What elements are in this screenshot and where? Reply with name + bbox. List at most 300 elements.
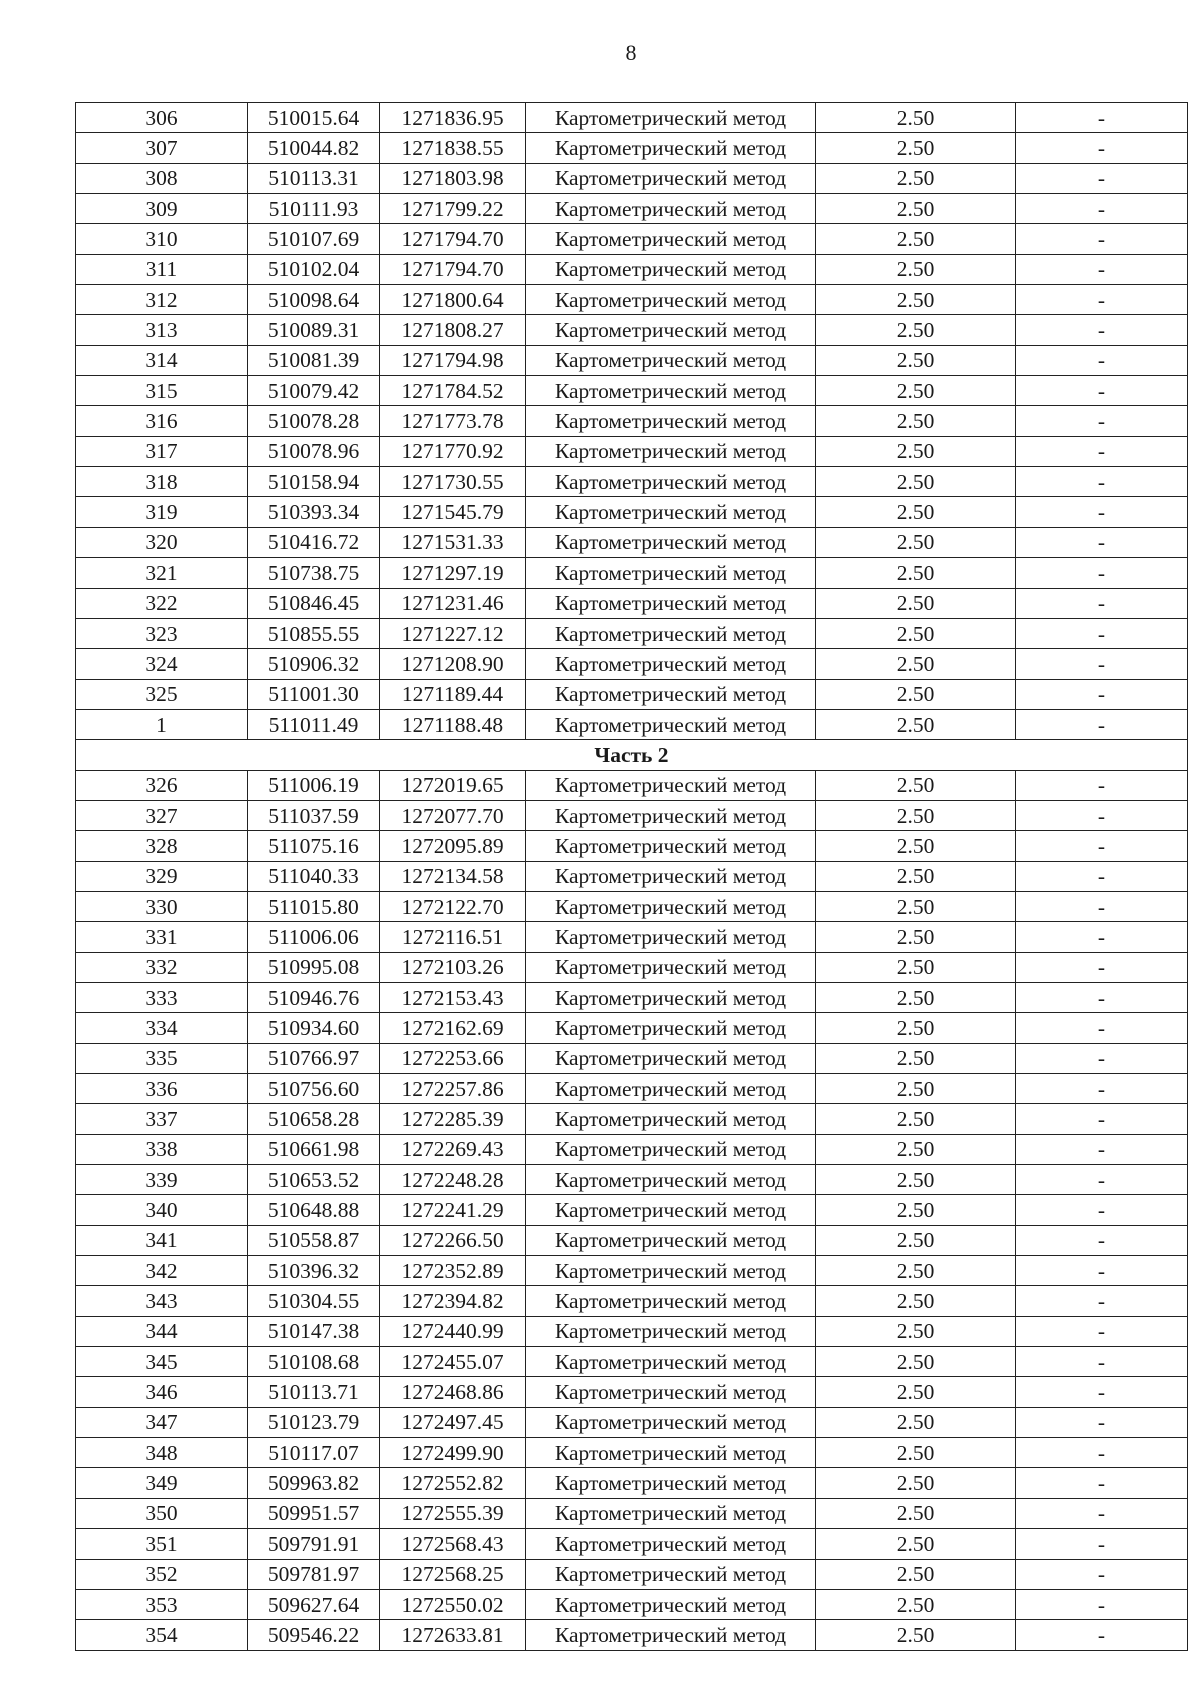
accuracy-cell: 2.50 <box>816 315 1016 345</box>
accuracy-cell: 2.50 <box>816 1195 1016 1225</box>
table-row <box>76 1620 1188 1650</box>
table-row <box>76 1438 1188 1468</box>
x-coordinate-cell: 509951.57 <box>248 1498 380 1528</box>
table-row <box>76 649 1188 679</box>
method-cell: Картометрический метод <box>526 1104 816 1134</box>
table-row <box>76 467 1188 497</box>
accuracy-cell: 2.50 <box>816 709 1016 739</box>
x-coordinate-cell: 510304.55 <box>248 1286 380 1316</box>
y-coordinate-cell: 1272248.28 <box>380 1165 526 1195</box>
x-coordinate-cell: 510906.32 <box>248 649 380 679</box>
table-row <box>76 1589 1188 1619</box>
x-coordinate-cell: 510117.07 <box>248 1438 380 1468</box>
point-number-cell: 337 <box>76 1104 248 1134</box>
x-coordinate-cell: 511037.59 <box>248 800 380 830</box>
method-cell: Картометрический метод <box>526 1225 816 1255</box>
description-cell: - <box>1016 103 1188 133</box>
description-cell: - <box>1016 922 1188 952</box>
coordinates-table-body <box>76 103 1188 1651</box>
method-cell: Картометрический метод <box>526 1407 816 1437</box>
description-cell: - <box>1016 1013 1188 1043</box>
method-cell: Картометрический метод <box>526 1438 816 1468</box>
y-coordinate-cell: 1272394.82 <box>380 1286 526 1316</box>
method-cell: Картометрический метод <box>526 1468 816 1498</box>
method-cell: Картометрический метод <box>526 527 816 557</box>
description-cell: - <box>1016 770 1188 800</box>
point-number-cell: 340 <box>76 1195 248 1225</box>
y-coordinate-cell: 1272552.82 <box>380 1468 526 1498</box>
table-row <box>76 800 1188 830</box>
table-row <box>76 436 1188 466</box>
x-coordinate-cell: 510846.45 <box>248 588 380 618</box>
y-coordinate-cell: 1271297.19 <box>380 558 526 588</box>
method-cell: Картометрический метод <box>526 1256 816 1286</box>
method-cell: Картометрический метод <box>526 1043 816 1073</box>
method-cell: Картометрический метод <box>526 224 816 254</box>
y-coordinate-cell: 1272103.26 <box>380 952 526 982</box>
method-cell: Картометрический метод <box>526 1165 816 1195</box>
y-coordinate-cell: 1272568.43 <box>380 1529 526 1559</box>
table-row <box>76 103 1188 133</box>
description-cell: - <box>1016 1438 1188 1468</box>
description-cell: - <box>1016 558 1188 588</box>
accuracy-cell: 2.50 <box>816 285 1016 315</box>
table-row <box>76 1316 1188 1346</box>
point-number-cell: 353 <box>76 1589 248 1619</box>
y-coordinate-cell: 1271794.70 <box>380 224 526 254</box>
accuracy-cell: 2.50 <box>816 558 1016 588</box>
accuracy-cell: 2.50 <box>816 922 1016 952</box>
point-number-cell: 339 <box>76 1165 248 1195</box>
accuracy-cell: 2.50 <box>816 194 1016 224</box>
description-cell: - <box>1016 163 1188 193</box>
point-number-cell: 313 <box>76 315 248 345</box>
description-cell: - <box>1016 133 1188 163</box>
y-coordinate-cell: 1272497.45 <box>380 1407 526 1437</box>
x-coordinate-cell: 510079.42 <box>248 376 380 406</box>
method-cell: Картометрический метод <box>526 982 816 1012</box>
accuracy-cell: 2.50 <box>816 254 1016 284</box>
y-coordinate-cell: 1271803.98 <box>380 163 526 193</box>
description-cell: - <box>1016 194 1188 224</box>
point-number-cell: 330 <box>76 891 248 921</box>
accuracy-cell: 2.50 <box>816 1165 1016 1195</box>
accuracy-cell: 2.50 <box>816 103 1016 133</box>
y-coordinate-cell: 1272077.70 <box>380 800 526 830</box>
y-coordinate-cell: 1271773.78 <box>380 406 526 436</box>
method-cell: Картометрический метод <box>526 163 816 193</box>
y-coordinate-cell: 1272269.43 <box>380 1134 526 1164</box>
accuracy-cell: 2.50 <box>816 800 1016 830</box>
table-row <box>76 133 1188 163</box>
point-number-cell: 308 <box>76 163 248 193</box>
point-number-cell: 325 <box>76 679 248 709</box>
method-cell: Картометрический метод <box>526 588 816 618</box>
accuracy-cell: 2.50 <box>816 1043 1016 1073</box>
y-coordinate-cell: 1272241.29 <box>380 1195 526 1225</box>
table-row <box>76 1043 1188 1073</box>
table-row <box>76 558 1188 588</box>
description-cell: - <box>1016 649 1188 679</box>
method-cell: Картометрический метод <box>526 133 816 163</box>
point-number-cell: 351 <box>76 1529 248 1559</box>
point-number-cell: 349 <box>76 1468 248 1498</box>
point-number-cell: 332 <box>76 952 248 982</box>
y-coordinate-cell: 1271808.27 <box>380 315 526 345</box>
accuracy-cell: 2.50 <box>816 467 1016 497</box>
description-cell: - <box>1016 254 1188 284</box>
accuracy-cell: 2.50 <box>816 1438 1016 1468</box>
y-coordinate-cell: 1272285.39 <box>380 1104 526 1134</box>
y-coordinate-cell: 1271794.70 <box>380 254 526 284</box>
description-cell: - <box>1016 679 1188 709</box>
part-heading-row <box>76 740 1188 770</box>
y-coordinate-cell: 1272134.58 <box>380 861 526 891</box>
point-number-cell: 326 <box>76 770 248 800</box>
accuracy-cell: 2.50 <box>816 497 1016 527</box>
description-cell: - <box>1016 315 1188 345</box>
y-coordinate-cell: 1271794.98 <box>380 345 526 375</box>
description-cell: - <box>1016 1347 1188 1377</box>
accuracy-cell: 2.50 <box>816 1529 1016 1559</box>
method-cell: Картометрический метод <box>526 891 816 921</box>
accuracy-cell: 2.50 <box>816 163 1016 193</box>
point-number-cell: 312 <box>76 285 248 315</box>
description-cell: - <box>1016 1165 1188 1195</box>
table-row <box>76 1498 1188 1528</box>
x-coordinate-cell: 510756.60 <box>248 1074 380 1104</box>
x-coordinate-cell: 510081.39 <box>248 345 380 375</box>
method-cell: Картометрический метод <box>526 497 816 527</box>
point-number-cell: 311 <box>76 254 248 284</box>
point-number-cell: 309 <box>76 194 248 224</box>
table-row <box>76 1377 1188 1407</box>
point-number-cell: 316 <box>76 406 248 436</box>
accuracy-cell: 2.50 <box>816 527 1016 557</box>
table-row <box>76 163 1188 193</box>
table-row <box>76 1134 1188 1164</box>
table-row <box>76 709 1188 739</box>
y-coordinate-cell: 1272019.65 <box>380 770 526 800</box>
accuracy-cell: 2.50 <box>816 982 1016 1012</box>
y-coordinate-cell: 1271231.46 <box>380 588 526 618</box>
method-cell: Картометрический метод <box>526 679 816 709</box>
description-cell: - <box>1016 1620 1188 1650</box>
x-coordinate-cell: 510044.82 <box>248 133 380 163</box>
table-row <box>76 891 1188 921</box>
part-heading: Часть 2 <box>76 740 1188 770</box>
accuracy-cell: 2.50 <box>816 436 1016 466</box>
table-row <box>76 406 1188 436</box>
table-row <box>76 224 1188 254</box>
table-row <box>76 527 1188 557</box>
description-cell: - <box>1016 1468 1188 1498</box>
method-cell: Картометрический метод <box>526 1559 816 1589</box>
accuracy-cell: 2.50 <box>816 345 1016 375</box>
x-coordinate-cell: 510396.32 <box>248 1256 380 1286</box>
accuracy-cell: 2.50 <box>816 891 1016 921</box>
description-cell: - <box>1016 1407 1188 1437</box>
x-coordinate-cell: 511001.30 <box>248 679 380 709</box>
table-row <box>76 1559 1188 1589</box>
x-coordinate-cell: 510393.34 <box>248 497 380 527</box>
y-coordinate-cell: 1271227.12 <box>380 618 526 648</box>
accuracy-cell: 2.50 <box>816 376 1016 406</box>
y-coordinate-cell: 1271189.44 <box>380 679 526 709</box>
method-cell: Картометрический метод <box>526 1286 816 1316</box>
method-cell: Картометрический метод <box>526 315 816 345</box>
x-coordinate-cell: 511015.80 <box>248 891 380 921</box>
table-row <box>76 618 1188 648</box>
accuracy-cell: 2.50 <box>816 1377 1016 1407</box>
table-row <box>76 1225 1188 1255</box>
description-cell: - <box>1016 952 1188 982</box>
method-cell: Картометрический метод <box>526 1195 816 1225</box>
point-number-cell: 335 <box>76 1043 248 1073</box>
table-row <box>76 345 1188 375</box>
y-coordinate-cell: 1271531.33 <box>380 527 526 557</box>
x-coordinate-cell: 510995.08 <box>248 952 380 982</box>
point-number-cell: 343 <box>76 1286 248 1316</box>
accuracy-cell: 2.50 <box>816 1104 1016 1134</box>
description-cell: - <box>1016 497 1188 527</box>
method-cell: Картометрический метод <box>526 800 816 830</box>
description-cell: - <box>1016 1195 1188 1225</box>
y-coordinate-cell: 1271784.52 <box>380 376 526 406</box>
y-coordinate-cell: 1271188.48 <box>380 709 526 739</box>
y-coordinate-cell: 1272122.70 <box>380 891 526 921</box>
description-cell: - <box>1016 1316 1188 1346</box>
table-row <box>76 376 1188 406</box>
x-coordinate-cell: 510111.93 <box>248 194 380 224</box>
point-number-cell: 336 <box>76 1074 248 1104</box>
point-number-cell: 328 <box>76 831 248 861</box>
description-cell: - <box>1016 861 1188 891</box>
table-row <box>76 1529 1188 1559</box>
x-coordinate-cell: 510147.38 <box>248 1316 380 1346</box>
y-coordinate-cell: 1272116.51 <box>380 922 526 952</box>
point-number-cell: 348 <box>76 1438 248 1468</box>
accuracy-cell: 2.50 <box>816 1498 1016 1528</box>
point-number-cell: 315 <box>76 376 248 406</box>
method-cell: Картометрический метод <box>526 1589 816 1619</box>
table-row <box>76 1195 1188 1225</box>
x-coordinate-cell: 510946.76 <box>248 982 380 1012</box>
method-cell: Картометрический метод <box>526 254 816 284</box>
method-cell: Картометрический метод <box>526 709 816 739</box>
x-coordinate-cell: 509627.64 <box>248 1589 380 1619</box>
y-coordinate-cell: 1271730.55 <box>380 467 526 497</box>
method-cell: Картометрический метод <box>526 406 816 436</box>
description-cell: - <box>1016 1286 1188 1316</box>
description-cell: - <box>1016 436 1188 466</box>
x-coordinate-cell: 510661.98 <box>248 1134 380 1164</box>
x-coordinate-cell: 510089.31 <box>248 315 380 345</box>
y-coordinate-cell: 1272550.02 <box>380 1589 526 1619</box>
x-coordinate-cell: 509791.91 <box>248 1529 380 1559</box>
y-coordinate-cell: 1271799.22 <box>380 194 526 224</box>
x-coordinate-cell: 511075.16 <box>248 831 380 861</box>
table-row <box>76 1347 1188 1377</box>
table-row <box>76 1286 1188 1316</box>
point-number-cell: 307 <box>76 133 248 163</box>
x-coordinate-cell: 511006.19 <box>248 770 380 800</box>
accuracy-cell: 2.50 <box>816 1589 1016 1619</box>
method-cell: Картометрический метод <box>526 1620 816 1650</box>
point-number-cell: 329 <box>76 861 248 891</box>
point-number-cell: 322 <box>76 588 248 618</box>
x-coordinate-cell: 510934.60 <box>248 1013 380 1043</box>
y-coordinate-cell: 1272555.39 <box>380 1498 526 1528</box>
point-number-cell: 352 <box>76 1559 248 1589</box>
point-number-cell: 347 <box>76 1407 248 1437</box>
method-cell: Картометрический метод <box>526 345 816 375</box>
point-number-cell: 323 <box>76 618 248 648</box>
table-row <box>76 1074 1188 1104</box>
point-number-cell: 345 <box>76 1347 248 1377</box>
description-cell: - <box>1016 1559 1188 1589</box>
point-number-cell: 306 <box>76 103 248 133</box>
description-cell: - <box>1016 1104 1188 1134</box>
x-coordinate-cell: 510738.75 <box>248 558 380 588</box>
method-cell: Картометрический метод <box>526 285 816 315</box>
accuracy-cell: 2.50 <box>816 679 1016 709</box>
method-cell: Картометрический метод <box>526 649 816 679</box>
method-cell: Картометрический метод <box>526 770 816 800</box>
point-number-cell: 346 <box>76 1377 248 1407</box>
description-cell: - <box>1016 406 1188 436</box>
x-coordinate-cell: 510102.04 <box>248 254 380 284</box>
table-row <box>76 679 1188 709</box>
method-cell: Картометрический метод <box>526 1316 816 1346</box>
y-coordinate-cell: 1272257.86 <box>380 1074 526 1104</box>
x-coordinate-cell: 510855.55 <box>248 618 380 648</box>
x-coordinate-cell: 510113.71 <box>248 1377 380 1407</box>
y-coordinate-cell: 1272568.25 <box>380 1559 526 1589</box>
x-coordinate-cell: 510078.28 <box>248 406 380 436</box>
y-coordinate-cell: 1271800.64 <box>380 285 526 315</box>
y-coordinate-cell: 1272253.66 <box>380 1043 526 1073</box>
table-row <box>76 315 1188 345</box>
accuracy-cell: 2.50 <box>816 1225 1016 1255</box>
method-cell: Картометрический метод <box>526 1013 816 1043</box>
y-coordinate-cell: 1272455.07 <box>380 1347 526 1377</box>
description-cell: - <box>1016 831 1188 861</box>
table-row <box>76 770 1188 800</box>
method-cell: Картометрический метод <box>526 831 816 861</box>
method-cell: Картометрический метод <box>526 558 816 588</box>
point-number-cell: 338 <box>76 1134 248 1164</box>
table-row <box>76 497 1188 527</box>
y-coordinate-cell: 1272153.43 <box>380 982 526 1012</box>
description-cell: - <box>1016 800 1188 830</box>
point-number-cell: 324 <box>76 649 248 679</box>
description-cell: - <box>1016 527 1188 557</box>
table-row <box>76 1013 1188 1043</box>
method-cell: Картометрический метод <box>526 1529 816 1559</box>
x-coordinate-cell: 510113.31 <box>248 163 380 193</box>
point-number-cell: 319 <box>76 497 248 527</box>
x-coordinate-cell: 509546.22 <box>248 1620 380 1650</box>
page-number: 8 <box>625 40 637 65</box>
table-row <box>76 285 1188 315</box>
accuracy-cell: 2.50 <box>816 861 1016 891</box>
description-cell: - <box>1016 1256 1188 1286</box>
y-coordinate-cell: 1271770.92 <box>380 436 526 466</box>
table-row <box>76 1165 1188 1195</box>
accuracy-cell: 2.50 <box>816 618 1016 648</box>
accuracy-cell: 2.50 <box>816 770 1016 800</box>
x-coordinate-cell: 509781.97 <box>248 1559 380 1589</box>
y-coordinate-cell: 1272352.89 <box>380 1256 526 1286</box>
table-row <box>76 861 1188 891</box>
accuracy-cell: 2.50 <box>816 588 1016 618</box>
point-number-cell: 341 <box>76 1225 248 1255</box>
point-number-cell: 344 <box>76 1316 248 1346</box>
table-row <box>76 1256 1188 1286</box>
point-number-cell: 1 <box>76 709 248 739</box>
description-cell: - <box>1016 1043 1188 1073</box>
y-coordinate-cell: 1272266.50 <box>380 1225 526 1255</box>
x-coordinate-cell: 510123.79 <box>248 1407 380 1437</box>
y-coordinate-cell: 1271838.55 <box>380 133 526 163</box>
accuracy-cell: 2.50 <box>816 1316 1016 1346</box>
table-row <box>76 1104 1188 1134</box>
x-coordinate-cell: 510015.64 <box>248 103 380 133</box>
table-row <box>76 952 1188 982</box>
table-row <box>76 982 1188 1012</box>
accuracy-cell: 2.50 <box>816 831 1016 861</box>
description-cell: - <box>1016 1074 1188 1104</box>
description-cell: - <box>1016 224 1188 254</box>
description-cell: - <box>1016 618 1188 648</box>
accuracy-cell: 2.50 <box>816 1620 1016 1650</box>
accuracy-cell: 2.50 <box>816 1013 1016 1043</box>
point-number-cell: 317 <box>76 436 248 466</box>
accuracy-cell: 2.50 <box>816 952 1016 982</box>
point-number-cell: 320 <box>76 527 248 557</box>
y-coordinate-cell: 1272499.90 <box>380 1438 526 1468</box>
y-coordinate-cell: 1271208.90 <box>380 649 526 679</box>
description-cell: - <box>1016 588 1188 618</box>
y-coordinate-cell: 1271545.79 <box>380 497 526 527</box>
table-row <box>76 1468 1188 1498</box>
method-cell: Картометрический метод <box>526 1498 816 1528</box>
accuracy-cell: 2.50 <box>816 133 1016 163</box>
method-cell: Картометрический метод <box>526 1074 816 1104</box>
point-number-cell: 331 <box>76 922 248 952</box>
y-coordinate-cell: 1272468.86 <box>380 1377 526 1407</box>
accuracy-cell: 2.50 <box>816 1407 1016 1437</box>
description-cell: - <box>1016 467 1188 497</box>
y-coordinate-cell: 1272440.99 <box>380 1316 526 1346</box>
description-cell: - <box>1016 376 1188 406</box>
method-cell: Картометрический метод <box>526 436 816 466</box>
point-number-cell: 327 <box>76 800 248 830</box>
method-cell: Картометрический метод <box>526 376 816 406</box>
table-row <box>76 588 1188 618</box>
x-coordinate-cell: 511011.49 <box>248 709 380 739</box>
x-coordinate-cell: 511006.06 <box>248 922 380 952</box>
y-coordinate-cell: 1272162.69 <box>380 1013 526 1043</box>
table-row <box>76 831 1188 861</box>
x-coordinate-cell: 510653.52 <box>248 1165 380 1195</box>
accuracy-cell: 2.50 <box>816 649 1016 679</box>
description-cell: - <box>1016 1225 1188 1255</box>
y-coordinate-cell: 1272633.81 <box>380 1620 526 1650</box>
point-number-cell: 342 <box>76 1256 248 1286</box>
method-cell: Картометрический метод <box>526 1134 816 1164</box>
